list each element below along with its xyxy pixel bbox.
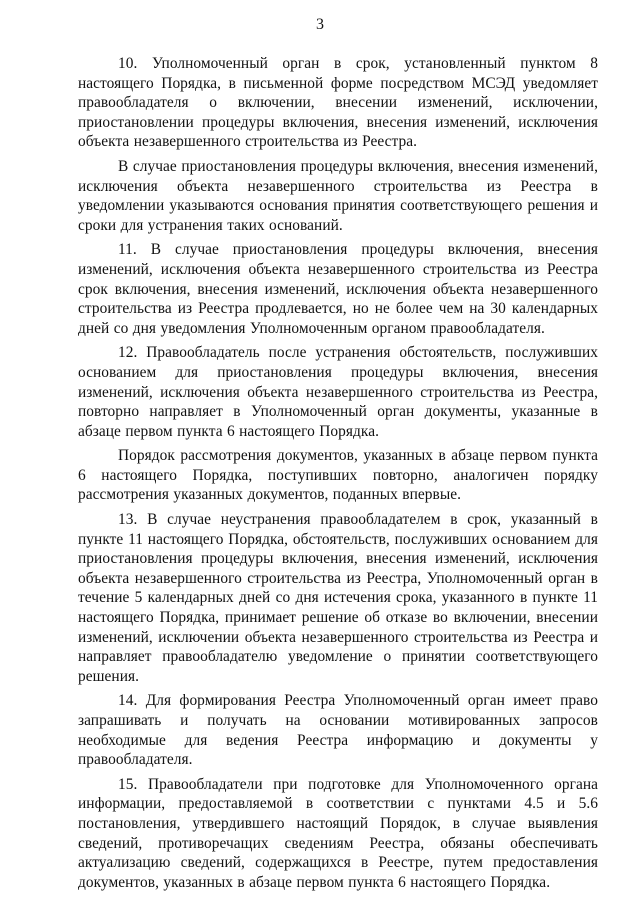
page-number: 3 bbox=[316, 16, 324, 33]
paragraph-item-12: 12. Правообладатель после устранения обстоятельств, послуживших основанием для приостановления процедуры включения, внесения изменений, исключения объекта незавершенного строительства из Реестра, повторно направляет в Уполномоченный орган документы, указанные в абзаце первом пункта 6 настоящего Порядка. bbox=[78, 344, 598, 440]
paragraph-item-10: 10. Уполномоченный орган в срок, установленный пунктом 8 настоящего Порядка, в письменной форме посредством МСЭД уведомляет правообладателя о включении, внесении изменений, исключении, приостановлении процедуры включения, внесения изменений, исключения объекта незавершенного строительства из Реестра. bbox=[78, 55, 598, 151]
paragraph-resubmission-procedure: Порядок рассмотрения документов, указанных в абзаце первом пункта 6 настоящего Порядка, поступивших повторно, аналогичен порядку рассмотрения указанных документов, поданных впервые. bbox=[78, 447, 598, 504]
paragraph-item-11: 11. В случае приостановления процедуры включения, внесения изменений, исключения объекта незавершенного строительства из Реестра срок включения, внесения изменений, исключения объекта незавершенного строительства из Реестра продлевается, но не более чем на 30 календарных дней со дня уведомления Уполномоченным органом правообладателя. bbox=[78, 241, 598, 337]
paragraph-item-13: 13. В случае неустранения правообладателем в срок, указанный в пункте 11 настоящего Порядка, обстоятельств, послуживших основанием для приостановления процедуры включения, внесения изменений, исключения объекта незавершенного строительства из Реестра, Уполномоченный орган в течение 5 календарных дней со дня истечения срока, указанного в пункте 11 настоящего Порядка, принимает решение об отказе во включении, внесении изменений, исключении объекта незавершенного строительства из Реестра и направляет правообладателю уведомление о принятии соответствующего решения. bbox=[78, 511, 598, 685]
paragraph-suspension-notice: В случае приостановления процедуры включения, внесения изменений, исключения объекта незавершенного строительства из Реестра в уведомлении указываются основания принятия соответствующего решения и сроки для устранения таких оснований. bbox=[78, 157, 598, 234]
paragraph-item-14: 14. Для формирования Реестра Уполномоченный орган имеет право запрашивать и получать на основании мотивированных запросов необходимые для ведения Реестра информацию и документы у правообладателя. bbox=[78, 692, 598, 769]
paragraph-item-15: 15. Правообладатели при подготовке для Уполномоченного органа информации, предоставляемой в соответствии с пунктами 4.5 и 5.6 постановления, утвердившего настоящий Порядок, в случае выявления сведений, противоречащих сведениям Реестра, обязаны обеспечивать актуализацию сведений, содержащихся в Реестре, путем предоставления документов, указанных в абзаце первом пункта 6 настоящего Порядка. bbox=[78, 775, 598, 891]
document-body bbox=[78, 54, 598, 897]
